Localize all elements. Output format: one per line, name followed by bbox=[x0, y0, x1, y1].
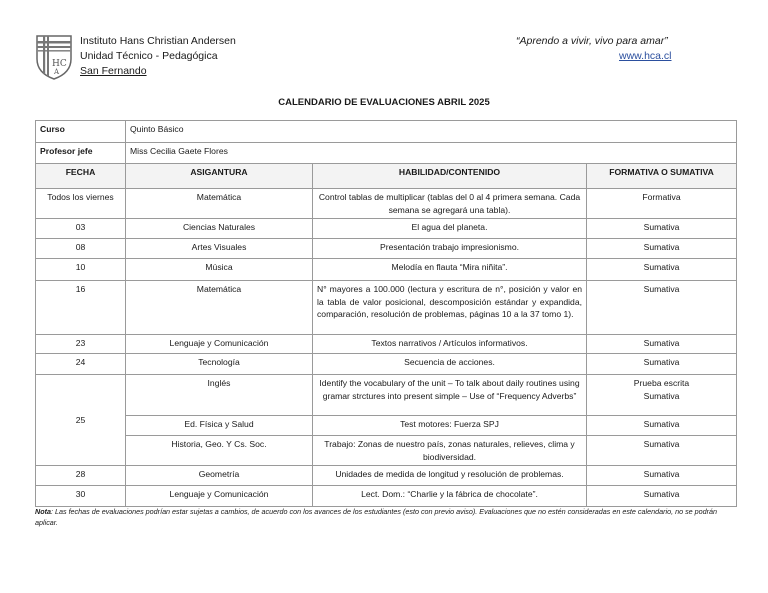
asignatura-cell: Inglés bbox=[126, 375, 313, 416]
curso-value: Quinto Básico bbox=[126, 121, 737, 143]
table-row bbox=[36, 486, 737, 507]
asignatura-cell: Música bbox=[126, 259, 313, 281]
asignatura-cell: Historia, Geo. Y Cs. Soc. bbox=[126, 436, 313, 466]
asignatura-cell: Geometría bbox=[126, 466, 313, 486]
tipo-cell: Sumativa bbox=[587, 486, 737, 507]
fecha-cell: 28 bbox=[36, 466, 126, 486]
motto: “Aprendo a vivir, vivo para amar” bbox=[516, 35, 668, 47]
curso-label: Curso bbox=[36, 121, 126, 143]
footnote-label: Nota bbox=[35, 507, 51, 516]
tipo-cell: Sumativa bbox=[587, 416, 737, 436]
contenido-cell: N° mayores a 100.000 (lectura y escritura de n°, posición y valor en la tabla de valor posicional, descomposición estándar y expandida, comparación, resolución de problemas, páginas 10 a la 37 tomo 1). bbox=[313, 281, 587, 335]
tipo-cell: Sumativa bbox=[587, 354, 737, 375]
column-header-row bbox=[36, 164, 737, 189]
asignatura-cell: Matemática bbox=[126, 189, 313, 219]
table-row bbox=[36, 219, 737, 239]
fecha-cell: 24 bbox=[36, 354, 126, 375]
school-crest-icon bbox=[34, 33, 74, 81]
asignatura-cell: Artes Visuales bbox=[126, 239, 313, 259]
evaluation-table bbox=[35, 120, 737, 507]
asignatura-cell: Lenguaje y Comunicación bbox=[126, 486, 313, 507]
fecha-cell: Todos los viernes bbox=[36, 189, 126, 219]
tipo-cell: Sumativa bbox=[587, 466, 737, 486]
profesor-label: Profesor jefe bbox=[36, 143, 126, 164]
table-row bbox=[36, 416, 737, 436]
contenido-cell: Secuencia de acciones. bbox=[313, 354, 587, 375]
asignatura-cell: Lenguaje y Comunicación bbox=[126, 335, 313, 354]
footnote bbox=[35, 507, 740, 528]
fecha-cell: 23 bbox=[36, 335, 126, 354]
table-row bbox=[36, 189, 737, 219]
tipo-cell: Sumativa bbox=[587, 239, 737, 259]
city-link[interactable]: San Fernando bbox=[80, 65, 147, 77]
contenido-cell: Test motores: Fuerza SPJ bbox=[313, 416, 587, 436]
table-row bbox=[36, 239, 737, 259]
tipo-cell: Sumativa bbox=[587, 259, 737, 281]
profesor-value: Miss Cecilia Gaete Flores bbox=[126, 143, 737, 164]
tipo-cell: Sumativa bbox=[587, 219, 737, 239]
table-row bbox=[36, 375, 737, 416]
fecha-cell: 30 bbox=[36, 486, 126, 507]
contenido-cell: Unidades de medida de longitud y resolución de problemas. bbox=[313, 466, 587, 486]
website-link[interactable]: www.hca.cl bbox=[619, 50, 672, 62]
tipo-cell: Sumativa bbox=[587, 335, 737, 354]
table-row bbox=[36, 354, 737, 375]
column-header: HABILIDAD/CONTENIDO bbox=[313, 164, 587, 189]
contenido-cell: Control tablas de multiplicar (tablas del 0 al 4 primera semana. Cada semana se agregará una tabla). bbox=[313, 189, 587, 219]
tipo-line: Sumativa bbox=[643, 390, 680, 401]
asignatura-cell: Ed. Física y Salud bbox=[126, 416, 313, 436]
asignatura-cell: Matemática bbox=[126, 281, 313, 335]
fecha-cell: 16 bbox=[36, 281, 126, 335]
asignatura-cell: Ciencias Naturales bbox=[126, 219, 313, 239]
table-row bbox=[36, 281, 737, 335]
fecha-cell: 10 bbox=[36, 259, 126, 281]
page-title: CALENDARIO DE EVALUACIONES ABRIL 2025 bbox=[278, 97, 490, 108]
profesor-row bbox=[36, 143, 737, 164]
contenido-cell: Trabajo: Zonas de nuestro país, zonas naturales, relieves, clima y biodiversidad. bbox=[313, 436, 587, 466]
table-row bbox=[36, 436, 737, 466]
tipo-cell: Sumativa bbox=[587, 436, 737, 466]
tipo-cell: Sumativa bbox=[587, 281, 737, 335]
column-header: FORMATIVA O SUMATIVA bbox=[587, 164, 737, 189]
institution-block bbox=[80, 34, 236, 79]
contenido-cell: Lect. Dom.: “Charlie y la fábrica de chocolate”. bbox=[313, 486, 587, 507]
contenido-cell: Presentación trabajo impresionismo. bbox=[313, 239, 587, 259]
table-row bbox=[36, 335, 737, 354]
asignatura-cell: Tecnología bbox=[126, 354, 313, 375]
contenido-cell: Identify the vocabulary of the unit – To talk about daily routines using gramar strctures into present simple – Use of “Frequency Adverbs” bbox=[313, 375, 587, 416]
footnote-text: : Las fechas de evaluaciones podrían estar sujetas a cambios, de acuerdo con los avances de los estudiantes (esto con previo aviso). Evaluaciones que no estén consideradas en este calendario, no se podrán aplicar. bbox=[35, 507, 718, 527]
svg-text:A: A bbox=[54, 68, 60, 76]
tipo-line: Prueba escrita bbox=[633, 378, 690, 388]
contenido-cell: Textos narrativos / Artículos informativos. bbox=[313, 335, 587, 354]
fecha-cell: 08 bbox=[36, 239, 126, 259]
column-header: ASIGANTURA bbox=[126, 164, 313, 189]
fecha-cell: 25 bbox=[36, 375, 126, 466]
unit-name: Unidad Técnico - Pedagógica bbox=[80, 50, 218, 62]
institution-name: Instituto Hans Christian Andersen bbox=[80, 35, 236, 47]
table-row bbox=[36, 466, 737, 486]
fecha-cell: 03 bbox=[36, 219, 126, 239]
contenido-cell: Melodía en flauta “Mira niñita”. bbox=[313, 259, 587, 281]
column-header: FECHA bbox=[36, 164, 126, 189]
curso-row bbox=[36, 121, 737, 143]
svg-text:HC: HC bbox=[52, 59, 67, 69]
table-row bbox=[36, 259, 737, 281]
tipo-cell: Formativa bbox=[587, 189, 737, 219]
tipo-cell bbox=[587, 375, 737, 416]
contenido-cell: El agua del planeta. bbox=[313, 219, 587, 239]
